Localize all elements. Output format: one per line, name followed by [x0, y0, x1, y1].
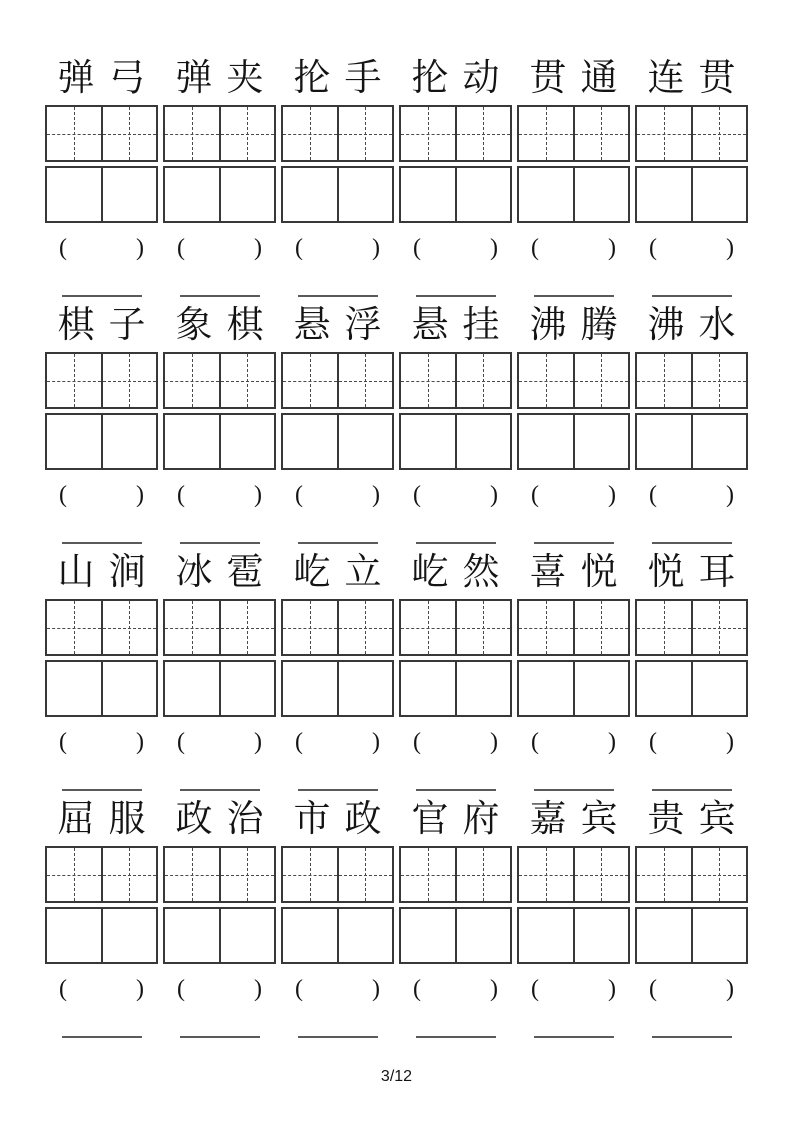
- practice-cell-plain: [47, 168, 101, 221]
- practice-cell-plain: [573, 168, 629, 221]
- practice-cell-plain: [637, 168, 691, 221]
- tianzige-dashed-grid: [517, 352, 630, 409]
- pinyin-answer-parens: [281, 235, 394, 261]
- pinyin-answer-parens: [399, 729, 512, 755]
- open-paren: (: [59, 729, 67, 755]
- open-paren: (: [531, 976, 539, 1002]
- tianzige-dashed-grid: [517, 599, 630, 656]
- pinyin-answer-parens: [163, 482, 276, 508]
- close-paren: ): [372, 976, 380, 1002]
- plain-writing-grid: [635, 660, 748, 717]
- practice-cell-dashed: [455, 601, 511, 654]
- close-paren: ): [136, 235, 144, 261]
- practice-cell-plain: [283, 909, 337, 962]
- practice-cell-dashed: [101, 354, 157, 407]
- word-label: 喜悦: [529, 550, 632, 593]
- tianzige-dashed-grid: [399, 105, 512, 162]
- practice-cell-plain: [691, 168, 747, 221]
- plain-writing-grid: [517, 907, 630, 964]
- practice-cell-dashed: [337, 848, 393, 901]
- practice-cell-dashed: [337, 601, 393, 654]
- pinyin-answer-parens: [517, 235, 630, 261]
- open-paren: (: [295, 729, 303, 755]
- practice-cell-dashed: [219, 848, 275, 901]
- separator-line: [652, 295, 732, 297]
- practice-cell-plain: [219, 909, 275, 962]
- practice-cell-plain: [691, 909, 747, 962]
- word-practice-group: [517, 302, 630, 544]
- practice-cell-plain: [101, 415, 157, 468]
- pinyin-answer-parens: [45, 976, 158, 1002]
- separator-line: [180, 295, 260, 297]
- practice-cell-dashed: [165, 848, 219, 901]
- pinyin-answer-parens: [517, 482, 630, 508]
- close-paren: ): [726, 482, 734, 508]
- word-label: 冰雹: [175, 550, 278, 593]
- plain-writing-grid: [635, 907, 748, 964]
- tianzige-dashed-grid: [163, 105, 276, 162]
- practice-cell-plain: [165, 415, 219, 468]
- word-practice-group: [635, 549, 748, 791]
- practice-cell-dashed: [401, 107, 455, 160]
- practice-cell-plain: [519, 415, 573, 468]
- practice-cell-dashed: [519, 107, 573, 160]
- practice-cell-plain: [337, 662, 393, 715]
- word-practice-group: [281, 55, 394, 297]
- word-practice-group: [399, 549, 512, 791]
- word-label: 悬挂: [411, 303, 514, 346]
- practice-cell-dashed: [691, 354, 747, 407]
- word-practice-group: [517, 55, 630, 297]
- practice-cell-dashed: [165, 354, 219, 407]
- separator-line: [534, 789, 614, 791]
- open-paren: (: [177, 729, 185, 755]
- open-paren: (: [531, 729, 539, 755]
- tianzige-dashed-grid: [635, 352, 748, 409]
- practice-cell-dashed: [219, 354, 275, 407]
- word-label: 棋子: [57, 303, 160, 346]
- open-paren: (: [59, 235, 67, 261]
- separator-line: [62, 789, 142, 791]
- word-row-block: [45, 549, 748, 791]
- tianzige-dashed-grid: [635, 599, 748, 656]
- page-number: 3/12: [380, 1068, 413, 1085]
- pinyin-answer-parens: [399, 235, 512, 261]
- practice-cell-plain: [573, 662, 629, 715]
- practice-cell-plain: [401, 909, 455, 962]
- word-label: 屹然: [411, 550, 514, 593]
- practice-cell-plain: [455, 662, 511, 715]
- practice-cell-plain: [637, 415, 691, 468]
- separator-line: [298, 1036, 378, 1038]
- practice-cell-dashed: [401, 354, 455, 407]
- word-practice-group: [281, 549, 394, 791]
- word-label: 山涧: [57, 550, 160, 593]
- word-practice-group: [635, 796, 748, 1038]
- practice-cell-plain: [219, 168, 275, 221]
- word-row-block: [45, 796, 748, 1038]
- open-paren: (: [295, 482, 303, 508]
- practice-cell-plain: [401, 662, 455, 715]
- practice-cell-dashed: [573, 848, 629, 901]
- word-practice-group: [399, 302, 512, 544]
- practice-cell-plain: [283, 662, 337, 715]
- pinyin-answer-parens: [635, 235, 748, 261]
- word-label: 贯通: [529, 56, 632, 99]
- practice-cell-plain: [47, 415, 101, 468]
- separator-line: [298, 295, 378, 297]
- word-label: 悬浮: [293, 303, 396, 346]
- practice-cell-plain: [219, 415, 275, 468]
- close-paren: ): [608, 976, 616, 1002]
- open-paren: (: [413, 729, 421, 755]
- separator-line: [534, 1036, 614, 1038]
- pinyin-answer-parens: [163, 235, 276, 261]
- plain-writing-grid: [45, 660, 158, 717]
- word-label: 市政: [293, 797, 396, 840]
- open-paren: (: [531, 482, 539, 508]
- plain-writing-grid: [399, 907, 512, 964]
- tianzige-dashed-grid: [517, 846, 630, 903]
- practice-cell-dashed: [637, 848, 691, 901]
- word-label: 象棋: [175, 303, 278, 346]
- word-label: 抡手: [293, 56, 396, 99]
- word-practice-group: [163, 796, 276, 1038]
- open-paren: (: [413, 235, 421, 261]
- close-paren: ): [372, 729, 380, 755]
- word-label: 沸腾: [529, 303, 632, 346]
- practice-cell-dashed: [283, 107, 337, 160]
- practice-cell-plain: [165, 168, 219, 221]
- separator-line: [652, 789, 732, 791]
- practice-cell-plain: [47, 909, 101, 962]
- open-paren: (: [177, 235, 185, 261]
- close-paren: ): [372, 235, 380, 261]
- plain-writing-grid: [163, 166, 276, 223]
- word-label: 连贯: [647, 56, 750, 99]
- close-paren: ): [136, 482, 144, 508]
- practice-cell-dashed: [101, 848, 157, 901]
- word-label: 弹弓: [57, 56, 160, 99]
- practice-cell-plain: [401, 415, 455, 468]
- plain-writing-grid: [281, 166, 394, 223]
- practice-cell-dashed: [455, 848, 511, 901]
- separator-line: [298, 542, 378, 544]
- practice-cell-dashed: [401, 848, 455, 901]
- practice-cell-dashed: [101, 107, 157, 160]
- practice-cell-plain: [519, 662, 573, 715]
- separator-line: [180, 1036, 260, 1038]
- practice-cell-plain: [637, 909, 691, 962]
- plain-writing-grid: [45, 413, 158, 470]
- close-paren: ): [726, 976, 734, 1002]
- word-practice-group: [45, 302, 158, 544]
- pinyin-answer-parens: [281, 482, 394, 508]
- practice-cell-plain: [519, 909, 573, 962]
- tianzige-dashed-grid: [517, 105, 630, 162]
- plain-writing-grid: [163, 660, 276, 717]
- open-paren: (: [177, 482, 185, 508]
- separator-line: [62, 295, 142, 297]
- separator-line: [534, 295, 614, 297]
- practice-cell-dashed: [691, 848, 747, 901]
- open-paren: (: [59, 482, 67, 508]
- plain-writing-grid: [635, 413, 748, 470]
- close-paren: ): [372, 482, 380, 508]
- separator-line: [180, 542, 260, 544]
- word-practice-group: [635, 302, 748, 544]
- practice-cell-plain: [47, 662, 101, 715]
- word-practice-group: [45, 549, 158, 791]
- open-paren: (: [413, 976, 421, 1002]
- word-practice-group: [45, 55, 158, 297]
- pinyin-answer-parens: [281, 729, 394, 755]
- word-label: 抡动: [411, 56, 514, 99]
- plain-writing-grid: [281, 413, 394, 470]
- close-paren: ): [490, 729, 498, 755]
- pinyin-answer-parens: [517, 729, 630, 755]
- word-practice-group: [517, 549, 630, 791]
- practice-cell-plain: [691, 415, 747, 468]
- close-paren: ): [726, 729, 734, 755]
- close-paren: ): [254, 235, 262, 261]
- practice-cell-dashed: [573, 107, 629, 160]
- plain-writing-grid: [399, 166, 512, 223]
- practice-cell-dashed: [219, 601, 275, 654]
- separator-line: [298, 789, 378, 791]
- tianzige-dashed-grid: [635, 846, 748, 903]
- practice-cell-plain: [101, 909, 157, 962]
- pinyin-answer-parens: [399, 482, 512, 508]
- practice-cell-plain: [637, 662, 691, 715]
- word-label: 嘉宾: [529, 797, 632, 840]
- open-paren: (: [649, 235, 657, 261]
- tianzige-dashed-grid: [399, 846, 512, 903]
- plain-writing-grid: [281, 660, 394, 717]
- tianzige-dashed-grid: [635, 105, 748, 162]
- close-paren: ): [490, 235, 498, 261]
- close-paren: ): [608, 482, 616, 508]
- practice-cell-dashed: [519, 354, 573, 407]
- close-paren: ): [254, 729, 262, 755]
- practice-cell-dashed: [519, 601, 573, 654]
- practice-cell-dashed: [101, 601, 157, 654]
- tianzige-dashed-grid: [281, 846, 394, 903]
- word-label: 弹夹: [175, 56, 278, 99]
- separator-line: [416, 1036, 496, 1038]
- open-paren: (: [649, 729, 657, 755]
- practice-cell-plain: [519, 168, 573, 221]
- practice-cell-dashed: [691, 601, 747, 654]
- plain-writing-grid: [517, 413, 630, 470]
- tianzige-dashed-grid: [45, 352, 158, 409]
- word-label: 沸水: [647, 303, 750, 346]
- open-paren: (: [649, 976, 657, 1002]
- open-paren: (: [413, 482, 421, 508]
- practice-cell-plain: [455, 168, 511, 221]
- practice-cell-plain: [337, 415, 393, 468]
- plain-writing-grid: [517, 660, 630, 717]
- pinyin-answer-parens: [517, 976, 630, 1002]
- close-paren: ): [136, 729, 144, 755]
- tianzige-dashed-grid: [281, 105, 394, 162]
- practice-cell-dashed: [637, 354, 691, 407]
- close-paren: ): [490, 482, 498, 508]
- close-paren: ): [136, 976, 144, 1002]
- practice-cell-dashed: [165, 601, 219, 654]
- plain-writing-grid: [517, 166, 630, 223]
- open-paren: (: [649, 482, 657, 508]
- separator-line: [62, 1036, 142, 1038]
- tianzige-dashed-grid: [163, 352, 276, 409]
- practice-cell-plain: [455, 909, 511, 962]
- tianzige-dashed-grid: [281, 599, 394, 656]
- practice-cell-dashed: [219, 107, 275, 160]
- word-practice-group: [163, 302, 276, 544]
- separator-line: [416, 295, 496, 297]
- word-row-block: [45, 302, 748, 544]
- plain-writing-grid: [635, 166, 748, 223]
- practice-cell-dashed: [165, 107, 219, 160]
- practice-cell-plain: [691, 662, 747, 715]
- separator-line: [652, 1036, 732, 1038]
- practice-cell-dashed: [337, 107, 393, 160]
- open-paren: (: [295, 976, 303, 1002]
- plain-writing-grid: [163, 907, 276, 964]
- plain-writing-grid: [399, 413, 512, 470]
- practice-cell-plain: [165, 662, 219, 715]
- word-label: 贵宾: [647, 797, 750, 840]
- word-practice-group: [517, 796, 630, 1038]
- practice-cell-dashed: [283, 848, 337, 901]
- practice-cell-dashed: [47, 107, 101, 160]
- open-paren: (: [59, 976, 67, 1002]
- pinyin-answer-parens: [281, 976, 394, 1002]
- practice-cell-dashed: [47, 601, 101, 654]
- separator-line: [62, 542, 142, 544]
- pinyin-answer-parens: [45, 235, 158, 261]
- practice-cell-dashed: [637, 601, 691, 654]
- practice-cell-plain: [165, 909, 219, 962]
- practice-cell-plain: [401, 168, 455, 221]
- plain-writing-grid: [45, 907, 158, 964]
- practice-cell-plain: [573, 909, 629, 962]
- tianzige-dashed-grid: [399, 599, 512, 656]
- open-paren: (: [531, 235, 539, 261]
- word-practice-group: [163, 55, 276, 297]
- word-practice-group: [163, 549, 276, 791]
- practice-cell-dashed: [337, 354, 393, 407]
- close-paren: ): [726, 235, 734, 261]
- pinyin-answer-parens: [45, 729, 158, 755]
- separator-line: [416, 542, 496, 544]
- pinyin-answer-parens: [635, 976, 748, 1002]
- tianzige-dashed-grid: [45, 105, 158, 162]
- close-paren: ): [490, 976, 498, 1002]
- separator-line: [534, 542, 614, 544]
- pinyin-answer-parens: [399, 976, 512, 1002]
- practice-cell-dashed: [455, 107, 511, 160]
- practice-cell-dashed: [47, 848, 101, 901]
- practice-cell-plain: [283, 415, 337, 468]
- pinyin-answer-parens: [635, 482, 748, 508]
- word-practice-group: [635, 55, 748, 297]
- word-row-block: [45, 55, 748, 297]
- word-practice-group: [281, 302, 394, 544]
- close-paren: ): [608, 235, 616, 261]
- practice-cell-plain: [219, 662, 275, 715]
- practice-cell-dashed: [573, 354, 629, 407]
- tianzige-dashed-grid: [45, 599, 158, 656]
- practice-cell-dashed: [691, 107, 747, 160]
- practice-cell-dashed: [283, 601, 337, 654]
- separator-line: [180, 789, 260, 791]
- plain-writing-grid: [45, 166, 158, 223]
- word-practice-group: [45, 796, 158, 1038]
- close-paren: ): [254, 482, 262, 508]
- pinyin-answer-parens: [45, 482, 158, 508]
- word-practice-group: [281, 796, 394, 1038]
- open-paren: (: [295, 235, 303, 261]
- practice-cell-dashed: [401, 601, 455, 654]
- word-label: 政治: [175, 797, 278, 840]
- practice-cell-plain: [573, 415, 629, 468]
- close-paren: ): [254, 976, 262, 1002]
- open-paren: (: [177, 976, 185, 1002]
- plain-writing-grid: [399, 660, 512, 717]
- word-label: 悦耳: [647, 550, 750, 593]
- plain-writing-grid: [281, 907, 394, 964]
- pinyin-answer-parens: [163, 976, 276, 1002]
- practice-cell-plain: [337, 168, 393, 221]
- tianzige-dashed-grid: [281, 352, 394, 409]
- practice-cell-plain: [283, 168, 337, 221]
- practice-cell-dashed: [519, 848, 573, 901]
- practice-cell-plain: [101, 662, 157, 715]
- separator-line: [416, 789, 496, 791]
- practice-cell-dashed: [637, 107, 691, 160]
- practice-cell-dashed: [283, 354, 337, 407]
- practice-cell-plain: [455, 415, 511, 468]
- pinyin-answer-parens: [163, 729, 276, 755]
- separator-line: [652, 542, 732, 544]
- tianzige-dashed-grid: [399, 352, 512, 409]
- practice-cell-dashed: [47, 354, 101, 407]
- close-paren: ): [608, 729, 616, 755]
- practice-cell-plain: [101, 168, 157, 221]
- word-label: 官府: [411, 797, 514, 840]
- word-practice-group: [399, 796, 512, 1038]
- practice-cell-plain: [337, 909, 393, 962]
- tianzige-dashed-grid: [163, 599, 276, 656]
- word-label: 屹立: [293, 550, 396, 593]
- practice-cell-dashed: [573, 601, 629, 654]
- plain-writing-grid: [163, 413, 276, 470]
- word-label: 屈服: [57, 797, 160, 840]
- pinyin-answer-parens: [635, 729, 748, 755]
- word-practice-blocks: [45, 55, 748, 1038]
- tianzige-dashed-grid: [163, 846, 276, 903]
- word-practice-group: [399, 55, 512, 297]
- tianzige-dashed-grid: [45, 846, 158, 903]
- practice-cell-dashed: [455, 354, 511, 407]
